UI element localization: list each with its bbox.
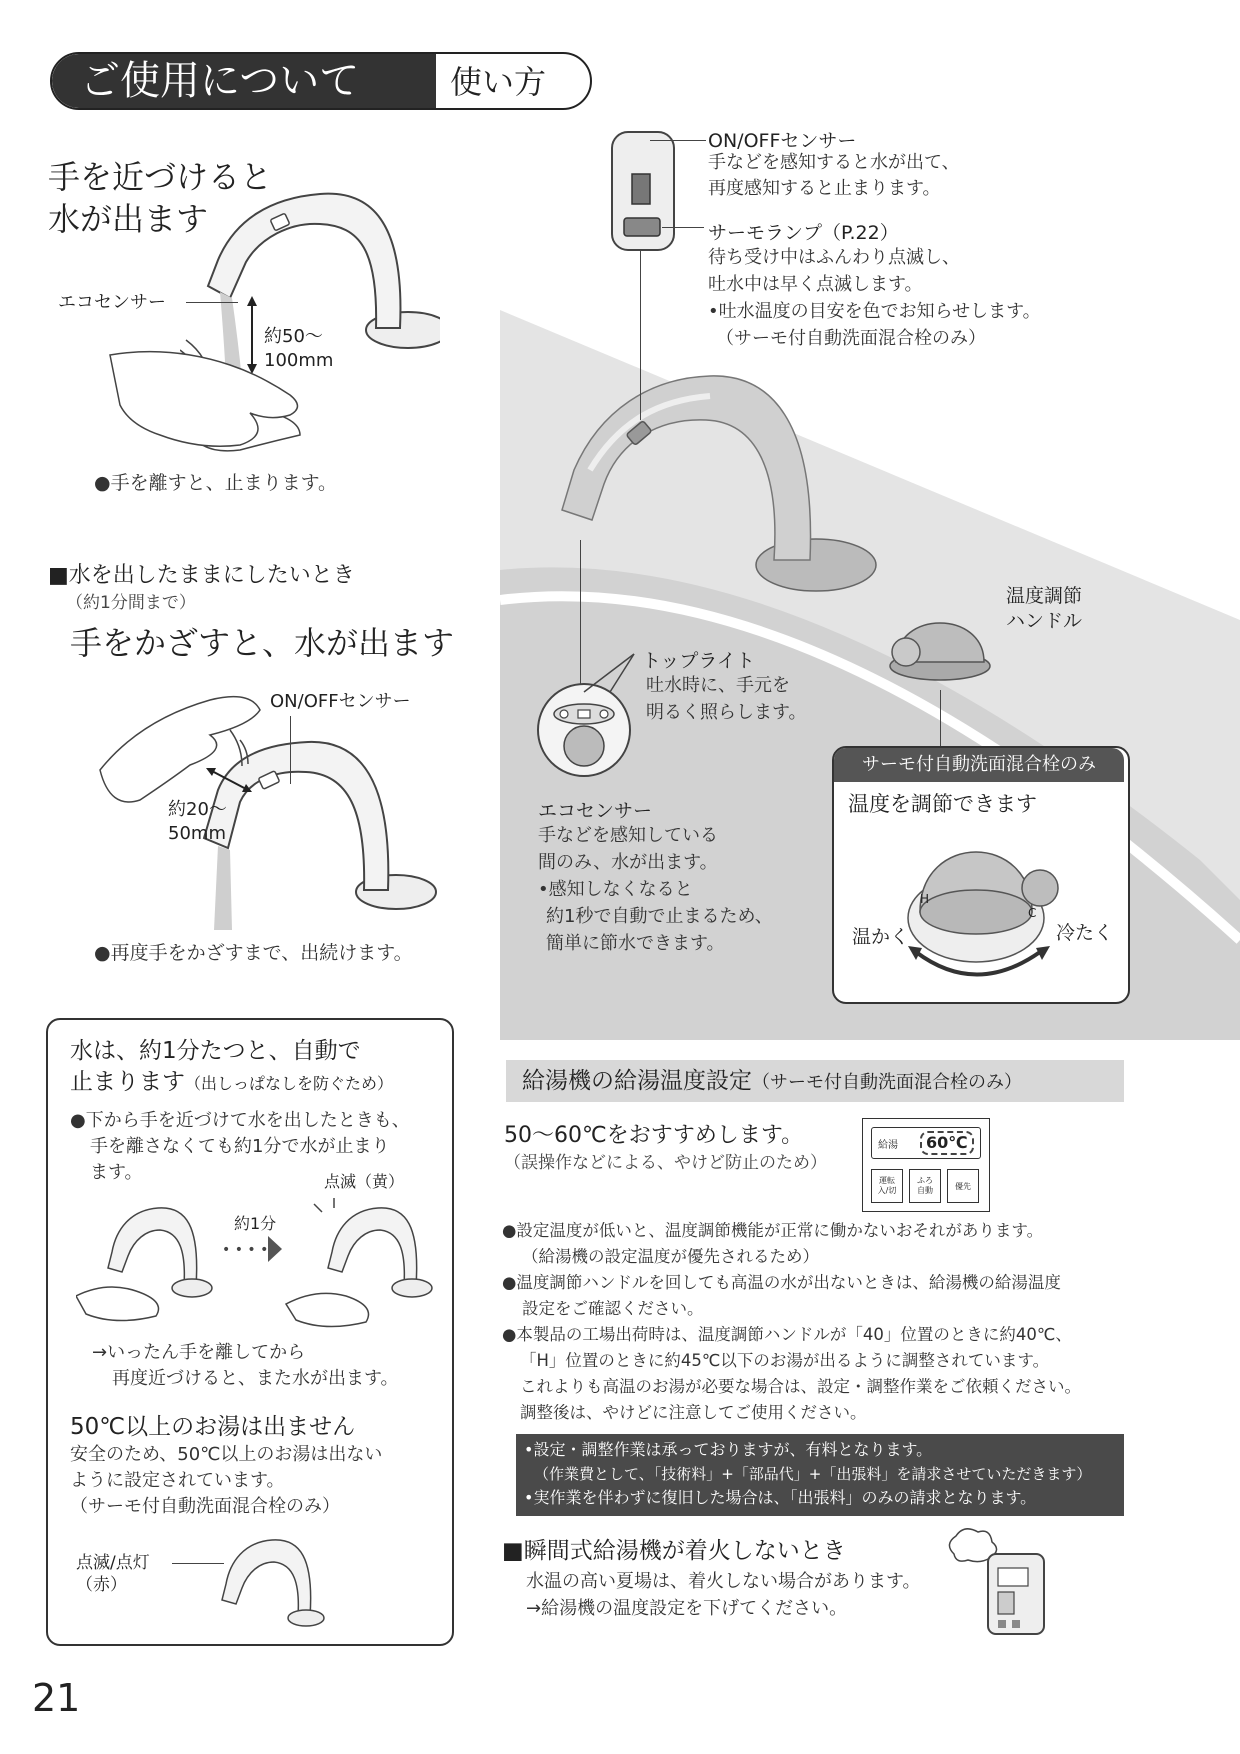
faucet-small-icon (200, 1528, 340, 1628)
thermo-box-title: サーモ付自動洗面混合栓のみ (834, 748, 1124, 782)
no-hot-title: 50℃以上のお湯は出ません (70, 1414, 356, 1440)
blink-red-label: 点滅/点灯 （赤） (76, 1553, 150, 1595)
water-heater-bullets: ●設定温度が低いと、温度調節機能が正常に働かないおそれがあります。 （給湯機の設定温度が優先されるため） ●温度調節ハンドルを回しても高温の水が出ないときは、給湯機の給湯温度 設定をご確認ください。 ●本製品の工場出荷時は、温度調節ハンドルが「40」位置のときに約40℃、 「H」位置のときに約45℃以下のお湯が出るように調整されています。 これよりも高温のお湯が必要な場合は、設定・調整作業をご依頼ください。 調整後は、やけどに注意してご使用ください。 (502, 1221, 1081, 1422)
section-header (50, 52, 592, 110)
about-1min-label: 約1分 (234, 1214, 277, 1233)
svg-text:• • • •: • • • • (222, 1242, 269, 1258)
auto-stop-illustration (76, 1196, 436, 1336)
eco-sensor-desc: 手などを感知している 間のみ、水が出ます。 •感知しなくなると 約1秒で自動で止まるため、 簡単に節水できます。 (538, 825, 773, 954)
section-subtitle: 使い方 (450, 63, 547, 101)
warmer-label: 温かく (852, 926, 910, 948)
handle-label: 温度調節 ハンドル (1006, 585, 1083, 632)
remote-priority-button[interactable]: 優先 (947, 1169, 979, 1203)
remote-bath-button[interactable]: ふろ 自動 (909, 1169, 941, 1203)
leader-line (940, 690, 941, 746)
thermo-lamp-desc: 待ち受け中はふんわり点滅し、 吐水中は早く点滅します。 •吐水温度の目安を色でお知らせします。 （サーモ付自動洗面混合栓のみ） (708, 247, 1041, 349)
leader-line (290, 716, 291, 784)
remote-display-label: 給湯 (878, 1140, 898, 1151)
toplight-pointer (570, 650, 640, 700)
retry-note: →いったん手を離してから 再度近づけると、また水が出ます。 (92, 1342, 399, 1389)
heading-hover: 手をかざすと、水が出ます (70, 624, 455, 662)
faucet-illustration-2 (80, 680, 450, 930)
leader-line (640, 250, 641, 420)
notice-box: •設定・調整作業は承っておりますが、有料となります。 （作業費として、「技術料」+「部品代」+「出張料」を請求させていただきます） •実作業を伴わずに復旧した場合は、「出張料」のみの請求となります。 (516, 1434, 1124, 1516)
ignite-title: ■瞬間式給湯機が着火しないとき (502, 1538, 846, 1564)
thermo-box-heading: 温度を調節できます (848, 792, 1037, 816)
keep-flowing-title: ■水を出したままにしたいとき (48, 563, 355, 588)
recommend-sub: （誤操作などによる、やけど防止のため） (504, 1153, 827, 1173)
leader-line (650, 140, 706, 177)
water-heater-title: 給湯機の給湯温度設定（サーモ付自動洗面混合栓のみ） (522, 1068, 1022, 1094)
distance-label-2: 約20〜 50mm (168, 799, 227, 844)
page-number: 21 (32, 1676, 81, 1720)
onoff-desc: 手などを感知すると水が出て、 再度感知すると止まります。 (708, 152, 960, 199)
remote-display (871, 1127, 981, 1159)
distance-label-1: 約50〜 100mm (264, 326, 334, 371)
leader-line (662, 227, 704, 228)
ignite-body: 水温の高い夏場は、着火しない場合があります。 →給湯機の温度設定を下げてください。 (526, 1571, 921, 1619)
onoff-title: ON/OFFセンサー (708, 130, 857, 152)
remote-power-button[interactable]: 運転 入/切 (871, 1169, 903, 1203)
no-hot-body: 安全のため、50℃以上のお湯は出ない ように設定されています。 （サーモ付自動洗面混合栓のみ） (70, 1444, 383, 1517)
onoff-sensor-label-1: ON/OFFセンサー (270, 691, 411, 712)
temperature-handle-icon (880, 590, 1000, 690)
blink-yellow-label: 点滅（黄） (324, 1172, 405, 1191)
eco-sensor-title: エコセンサー (538, 800, 653, 822)
water-heater-icon (944, 1524, 1054, 1644)
thermo-lamp-title: サーモランプ（P.22） (708, 222, 899, 244)
dial-c-mark: C (1028, 906, 1037, 920)
release-note: ●手を離すと、止まります。 (94, 472, 338, 494)
dial-h-mark: H (920, 892, 930, 906)
recommend-text: 50〜60℃をおすすめします。 (504, 1123, 804, 1148)
auto-stop-title: 水は、約1分たつと、自動で 止まります（出しっぱなしを防ぐため） (70, 1038, 394, 1095)
toplight-desc: 吐水時に、手元を 明るく照らします。 (646, 675, 807, 723)
faucet-main-illustration (560, 360, 880, 600)
remote-panel (862, 1118, 990, 1212)
leader-line (186, 302, 238, 303)
heading-approach: 手を近づけると 水が出ます (48, 158, 273, 238)
section-title: ご使用について (52, 54, 436, 108)
remote-temperature: 60℃ (920, 1131, 974, 1155)
eco-sensor-label-1: エコセンサー (58, 292, 166, 313)
keep-flowing-sub: （約1分間まで） (66, 593, 196, 613)
toplight-title: トップライト (642, 650, 755, 672)
auto-stop-bullet: ●下から手を近づけて水を出したときも、 手を離さなくても約1分で水が止まり ます。 (70, 1110, 410, 1183)
cooler-label: 冷たく (1056, 922, 1114, 944)
continue-note: ●再度手をかざすまで、出続けます。 (94, 942, 413, 964)
